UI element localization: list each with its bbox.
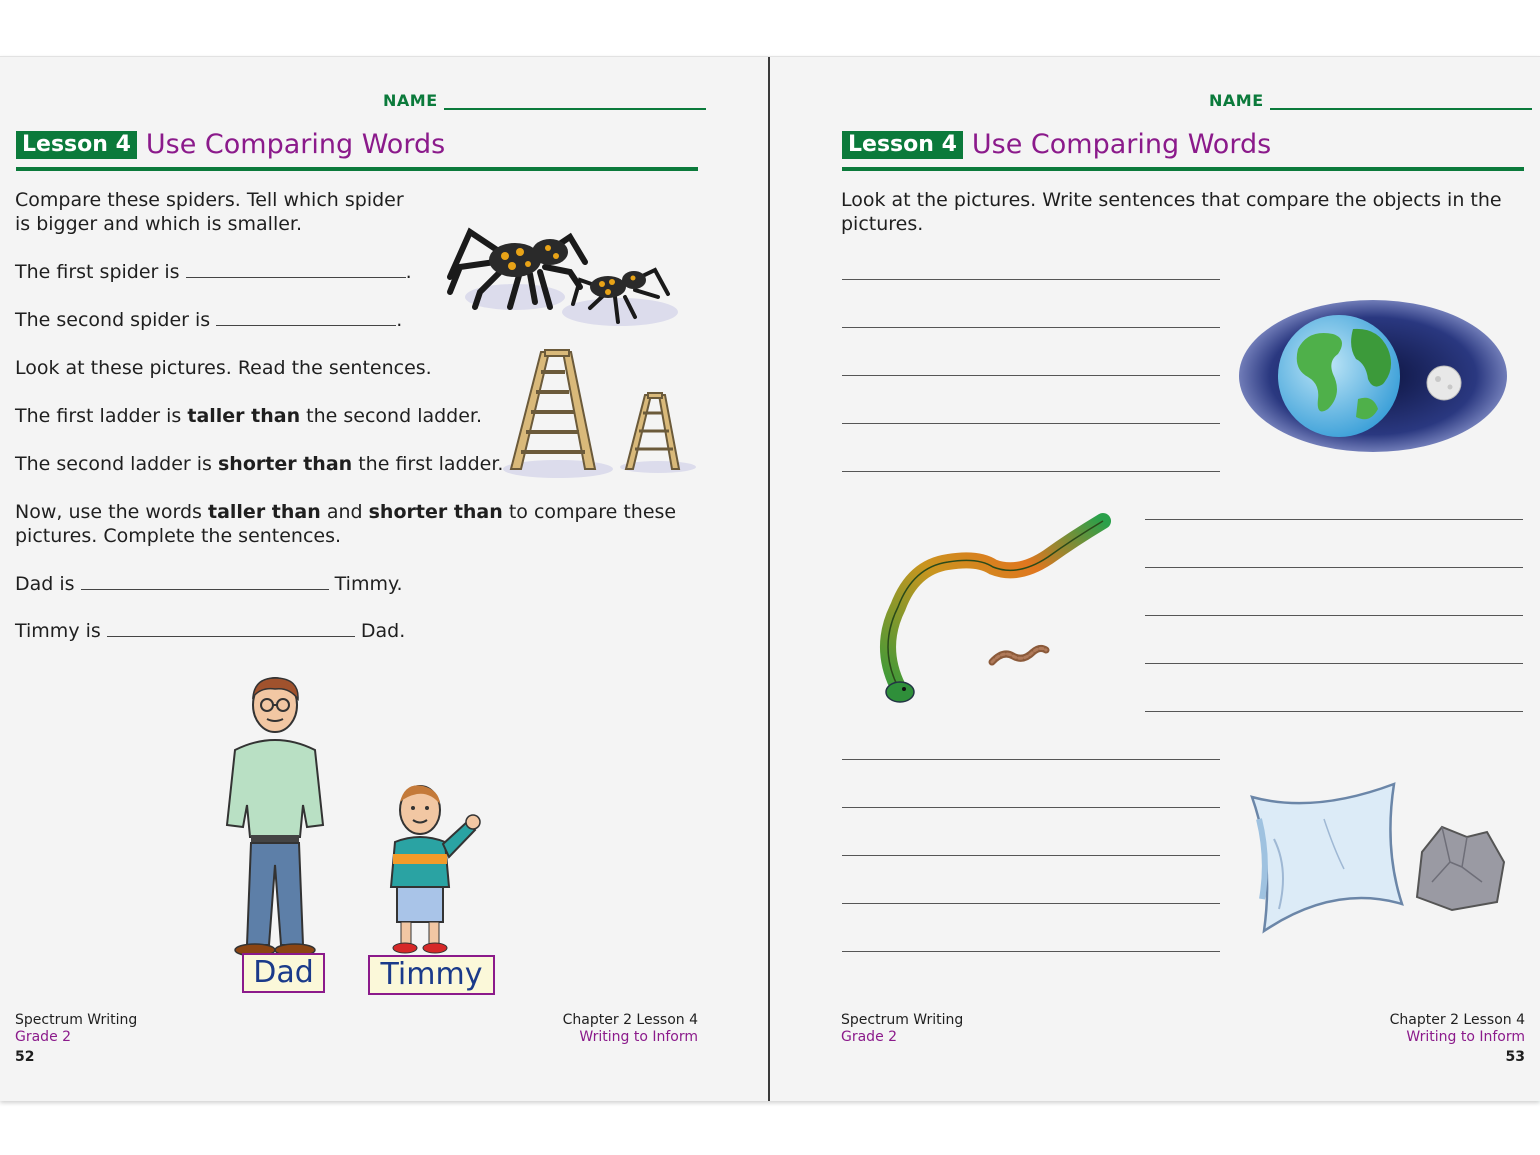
dad-blank[interactable] (81, 573, 329, 590)
name-line[interactable] (444, 94, 706, 110)
instructions-line-1: Look at the pictures. Write sentences that compare the objects in the (841, 189, 1502, 211)
earth-icon (1238, 299, 1508, 454)
ladder2-prefix: The second ladder is (15, 453, 212, 475)
writing-line[interactable] (842, 423, 1220, 424)
dad-prefix: Dad is (15, 573, 75, 595)
now-bold-2: shorter than (368, 501, 503, 523)
now-text-3: to compare these (508, 501, 677, 523)
lesson-title: Use Comparing Words (971, 129, 1272, 160)
page-52 (0, 57, 768, 1101)
spider-intro (15, 188, 404, 236)
writing-line[interactable] (1145, 711, 1523, 712)
writing-line[interactable] (842, 279, 1220, 280)
footer-section: Writing to Inform (1406, 1029, 1525, 1045)
footer-right (1390, 1012, 1525, 1066)
page-53 (770, 57, 1540, 1101)
footer-right (563, 1012, 698, 1046)
ladder2-sentence (15, 452, 503, 476)
name-line[interactable] (1270, 94, 1532, 110)
ladder1-suffix: the second ladder. (306, 405, 483, 427)
footer-grade: Grade 2 (15, 1029, 72, 1045)
footer-book: Spectrum Writing (15, 1012, 138, 1028)
timmy-suffix: Dad. (360, 620, 406, 642)
writing-line[interactable] (1145, 663, 1523, 664)
header-rule (842, 167, 1524, 171)
intro-line-1: Compare these spiders. Tell which spider (15, 189, 404, 211)
workbook-spread (0, 56, 1540, 1101)
instructions (841, 188, 1502, 236)
rock-icon (1412, 822, 1507, 912)
writing-line[interactable] (842, 855, 1220, 856)
period: . (405, 261, 412, 283)
lesson-badge: Lesson 4 (842, 131, 963, 159)
worm-icon (988, 642, 1050, 668)
spider1-prefix: The first spider is (15, 261, 180, 283)
page-number: 52 (15, 1049, 35, 1065)
ladder2-suffix: the first ladder. (358, 453, 504, 475)
footer-chapter: Chapter 2 Lesson 4 (1389, 1012, 1525, 1028)
period: . (396, 309, 403, 331)
ladder-intro: Look at these pictures. Read the sentences. (15, 357, 432, 379)
now-bold-1: taller than (208, 501, 321, 523)
now-text-2: and (326, 501, 363, 523)
page-number: 53 (1505, 1049, 1525, 1065)
footer-left (15, 1012, 137, 1066)
now-line-2: pictures. Complete the sentences. (15, 525, 342, 547)
spider1-sentence (15, 260, 412, 284)
writing-line[interactable] (1145, 519, 1523, 520)
writing-line[interactable] (842, 759, 1220, 760)
intro-line-2: is bigger and which is smaller. (15, 213, 303, 235)
ladder2-bold: shorter than (218, 453, 353, 475)
dad-figure (215, 675, 350, 960)
lesson-title: Use Comparing Words (145, 129, 446, 160)
lesson-header (16, 129, 445, 160)
timmy-blank[interactable] (107, 620, 355, 637)
label-dad: Dad (242, 953, 325, 993)
writing-line[interactable] (842, 903, 1220, 904)
writing-line[interactable] (842, 471, 1220, 472)
footer-section: Writing to Inform (579, 1029, 698, 1045)
ladder1-sentence (15, 404, 482, 428)
instructions-line-2: pictures. (841, 213, 924, 235)
lesson-badge: Lesson 4 (16, 131, 137, 159)
name-field (383, 91, 706, 110)
writing-line[interactable] (842, 807, 1220, 808)
name-label: NAME (1209, 91, 1264, 110)
ladder1-bold: taller than (187, 405, 301, 427)
boy-figure (385, 782, 490, 957)
tarantula-icon (440, 212, 680, 337)
stepladder-icon (503, 347, 698, 482)
comparison-instructions (15, 500, 676, 548)
writing-line[interactable] (842, 327, 1220, 328)
footer-left (841, 1012, 963, 1046)
name-label: NAME (383, 91, 438, 110)
spider1-blank[interactable] (186, 261, 406, 278)
name-field (1209, 91, 1532, 110)
spider2-prefix: The second spider is (15, 309, 211, 331)
writing-line[interactable] (1145, 615, 1523, 616)
now-text-1: Now, use the words (15, 501, 202, 523)
label-timmy: Timmy (368, 955, 495, 995)
lesson-header (842, 129, 1271, 160)
spider2-blank[interactable] (216, 309, 396, 326)
writing-line[interactable] (842, 375, 1220, 376)
snake-icon (878, 517, 1110, 717)
timmy-prefix: Timmy is (15, 620, 101, 642)
footer-grade: Grade 2 (841, 1029, 898, 1045)
pillow-icon (1244, 779, 1406, 937)
timmy-sentence (15, 619, 405, 643)
footer-chapter: Chapter 2 Lesson 4 (562, 1012, 698, 1028)
dad-sentence (15, 572, 403, 596)
writing-line[interactable] (842, 951, 1220, 952)
footer-book: Spectrum Writing (841, 1012, 964, 1028)
dad-suffix: Timmy. (334, 573, 403, 595)
spider2-sentence (15, 308, 402, 332)
header-rule (16, 167, 698, 171)
ladder1-prefix: The first ladder is (15, 405, 182, 427)
writing-line[interactable] (1145, 567, 1523, 568)
